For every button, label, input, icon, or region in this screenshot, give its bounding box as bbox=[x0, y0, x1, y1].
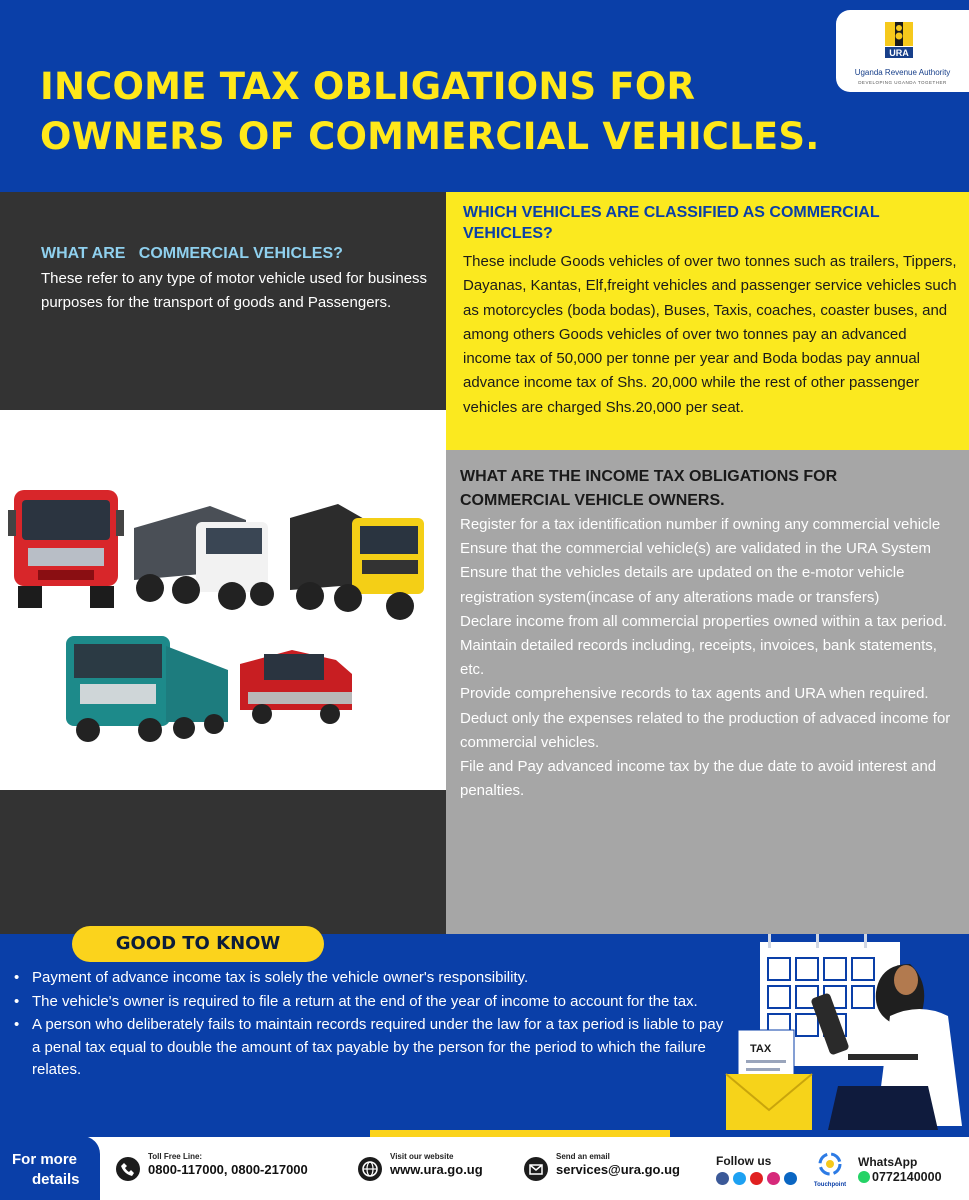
obligation-item: Ensure that the commercial vehicle(s) are validated in the URA System bbox=[460, 540, 932, 558]
follow-us-label: Follow us bbox=[716, 1154, 772, 1168]
obligation-item: File and Pay advanced income tax by the due date to avoid interest and penalties. bbox=[460, 758, 937, 800]
obligation-item: Ensure that the vehicles details are updated on the e-motor vehicle registration system(incase of any alterations made or transfers) bbox=[460, 564, 905, 606]
what-are-section bbox=[41, 245, 431, 315]
good-to-know-item bbox=[14, 1014, 724, 1082]
whatsapp-number-text: 0772140000 bbox=[872, 1170, 942, 1184]
good-to-know-list bbox=[14, 967, 724, 1083]
obligations-panel bbox=[446, 450, 969, 934]
logo-name: Uganda Revenue Authority bbox=[854, 68, 951, 77]
what-are-body: These refer to any type of motor vehicle used for business purposes for the transport of goods and Passengers. bbox=[41, 270, 428, 311]
mail-icon bbox=[524, 1157, 548, 1181]
instagram-icon[interactable] bbox=[767, 1172, 780, 1185]
obligations-heading: WHAT ARE THE INCOME TAX OBLIGATIONS FOR COMMERCIAL VEHICLE OWNERS. bbox=[460, 468, 838, 509]
for-more-details-tab bbox=[0, 1136, 100, 1200]
good-to-know-text: Payment of advance income tax is solely the vehicle owner's responsibility. bbox=[32, 969, 529, 986]
more-line-2: details bbox=[32, 1171, 80, 1188]
ura-logo bbox=[836, 10, 969, 92]
header-banner bbox=[0, 0, 969, 192]
youtube-icon[interactable] bbox=[750, 1172, 763, 1185]
title-line-1: INCOME TAX OBLIGATIONS FOR bbox=[40, 65, 696, 108]
good-to-know-section bbox=[0, 934, 969, 1130]
which-vehicles-body: These include Goods vehicles of over two tonnes such as trailers, Tippers, Dayanas, Kantas, Elf,freight vehicles and passenger service vehicles such as motorcycles (boda bodas), Buses, Taxis, coaches, coaster buses, and among others Goods vehicles of over two tonnes pay an advanced income tax of 50,000 per tonne per year and Boda bodas pay annual advance income tax of Shs. 20,000 while the rest of other passenger vehicles are charged Shs.20,000 per seat. bbox=[463, 253, 957, 416]
page-title bbox=[40, 62, 840, 162]
email-address: services@ura.go.ug bbox=[556, 1162, 680, 1177]
vehicles-photo bbox=[0, 410, 446, 790]
touchpoint-label: Touchpoint bbox=[813, 1182, 847, 1188]
toll-free-numbers: 0800-117000, 0800-217000 bbox=[148, 1162, 308, 1177]
logo-abbr: URA bbox=[889, 48, 909, 58]
bullet: • bbox=[14, 1016, 20, 1033]
good-to-know-label: GOOD TO KNOW bbox=[72, 926, 324, 962]
red-pickup-icon bbox=[240, 650, 352, 724]
left-lower-dark-panel bbox=[0, 790, 446, 934]
facebook-icon[interactable] bbox=[716, 1172, 729, 1185]
envelope-label: TAX bbox=[750, 1043, 772, 1055]
obligation-item: Register for a tax identification number if owning any commercial vehicle bbox=[460, 516, 941, 533]
title-line-2: OWNERS OF COMMERCIAL VEHICLES. bbox=[40, 115, 820, 158]
footer-stripe-yellow bbox=[370, 1130, 670, 1137]
twitter-icon[interactable] bbox=[733, 1172, 746, 1185]
more-line-1: For more bbox=[12, 1151, 78, 1168]
obligation-item: Provide comprehensive records to tax agents and URA when required. bbox=[460, 685, 929, 703]
obligation-item: Maintain detailed records including, receipts, invoices, bank statements, etc. bbox=[460, 637, 937, 679]
phone-icon bbox=[116, 1157, 140, 1181]
website-url: www.ura.go.ug bbox=[390, 1162, 483, 1177]
good-to-know-text: A person who deliberately fails to maintain records required under the law for a tax period is liable to pay a penal tax equal to double the amount of tax payable by the person for the period to which the failure relates. bbox=[32, 1016, 724, 1078]
whatsapp-number[interactable] bbox=[858, 1170, 942, 1184]
footer-stripe-blue-2 bbox=[670, 1130, 969, 1137]
tax-filing-illustration bbox=[720, 934, 969, 1130]
green-truck-icon bbox=[66, 636, 228, 742]
good-to-know-text: The vehicle's owner is required to file a return at the end of the year of income to account for the tax. bbox=[32, 992, 698, 1010]
which-vehicles-heading: WHICH VEHICLES ARE CLASSIFIED AS COMMERCIAL VEHICLES? bbox=[463, 204, 880, 242]
obligation-item: Declare income from all commercial properties owned within a tax period. bbox=[460, 612, 947, 630]
whatsapp-icon bbox=[858, 1171, 870, 1183]
globe-icon bbox=[358, 1157, 382, 1181]
bullet: • bbox=[14, 992, 20, 1010]
what-are-heading: WHAT ARE COMMERCIAL VEHICLES? bbox=[41, 245, 343, 262]
good-to-know-item bbox=[14, 991, 724, 1014]
bullet: • bbox=[14, 969, 20, 986]
logo-tagline: DEVELOPING UGANDA TOGETHER bbox=[858, 80, 947, 85]
obligation-item: Deduct only the expenses related to the production of advaced income for commercial vehicles. bbox=[460, 709, 951, 751]
white-tipper-truck-icon bbox=[134, 506, 274, 610]
touchpoint-logo-icon bbox=[812, 1150, 848, 1190]
toll-free-label: Toll Free Line: bbox=[148, 1152, 203, 1161]
red-truck-icon bbox=[8, 490, 124, 608]
email-label: Send an email bbox=[556, 1152, 610, 1161]
yellow-tipper-truck-icon bbox=[290, 504, 424, 620]
which-vehicles-panel bbox=[446, 192, 969, 450]
whatsapp-label: WhatsApp bbox=[858, 1155, 918, 1169]
website-label: Visit our website bbox=[390, 1152, 454, 1161]
footer bbox=[0, 1130, 969, 1200]
commercial-trucks-illustration bbox=[0, 410, 446, 790]
ura-crest-icon bbox=[883, 20, 915, 60]
obligations-list bbox=[460, 513, 960, 803]
linkedin-icon[interactable] bbox=[784, 1172, 797, 1185]
good-to-know-item bbox=[14, 967, 724, 990]
